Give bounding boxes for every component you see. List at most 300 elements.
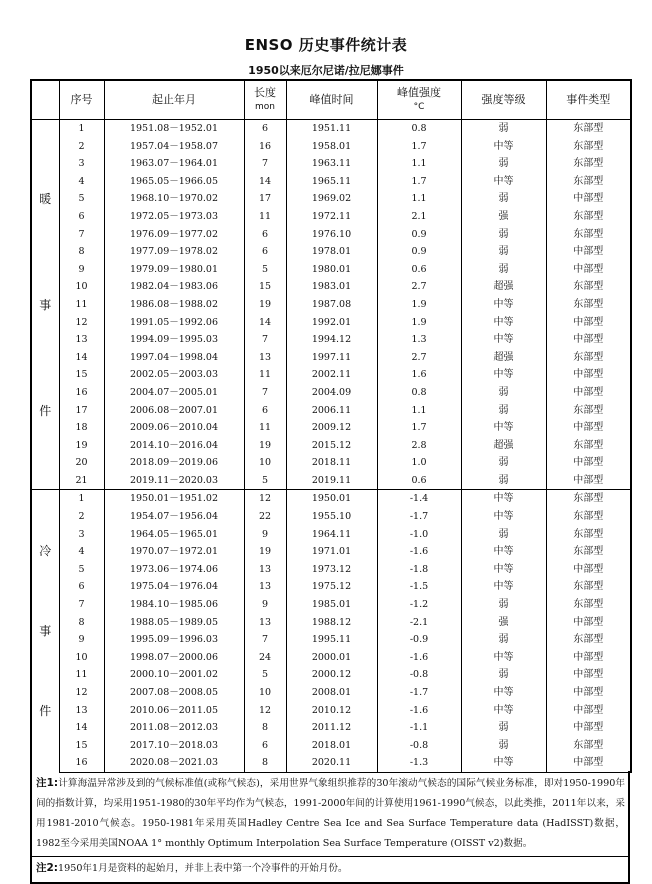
cell-length: 10 bbox=[244, 684, 286, 702]
cell-type: 东部型 bbox=[546, 120, 631, 138]
cell-seq: 6 bbox=[59, 208, 104, 226]
cell-period: 1991.05－1992.06 bbox=[104, 314, 244, 332]
cell-length: 16 bbox=[244, 138, 286, 156]
cell-period: 1954.07－1956.04 bbox=[104, 508, 244, 526]
group-label-char: 暖 bbox=[39, 191, 52, 206]
table-row bbox=[31, 508, 631, 526]
table-row bbox=[31, 208, 631, 226]
cell-intensity: 弱 bbox=[461, 226, 546, 244]
cell-type: 中部型 bbox=[546, 419, 631, 437]
cell-peak-value: 1.3 bbox=[377, 331, 461, 349]
cell-intensity: 中等 bbox=[461, 649, 546, 667]
cell-period: 2019.11－2020.03 bbox=[104, 472, 244, 490]
cell-peak-value: 0.6 bbox=[377, 472, 461, 490]
cell-peak-value: -1.6 bbox=[377, 649, 461, 667]
group-label-char: 件 bbox=[39, 403, 52, 418]
cell-length: 12 bbox=[244, 702, 286, 720]
cell-length: 5 bbox=[244, 261, 286, 279]
note-1-text: 计算海温异常涉及到的气候标准值(或称气候态)，采用世界气象组织推荐的30年滚动气候态的国际气候业务标准，即对1950-1990年间的指数计算，均采用1951-1980的30年平均作为气候态，1991-2000年间的计算使用1961-1990气候态，以此类推，2011年以来，采用1981-2010气候态。1950-1981年采用英国Hadley Centre Sea Ice and Sea Surface Temperature data (HadISST)数据，1982至今采用美国NOAA 1° monthly Optimum Interpolation Sea Surface Temperature (OISST v2)数据。 bbox=[36, 778, 626, 849]
cell-seq: 16 bbox=[59, 384, 104, 402]
cell-seq: 3 bbox=[59, 155, 104, 173]
cell-peak-value: -0.8 bbox=[377, 666, 461, 684]
table-row bbox=[31, 596, 631, 614]
cell-intensity: 中等 bbox=[461, 684, 546, 702]
table-row bbox=[31, 578, 631, 596]
table-row bbox=[31, 614, 631, 632]
table-row bbox=[31, 349, 631, 367]
cell-type: 东部型 bbox=[546, 138, 631, 156]
cell-period: 2002.05－2003.03 bbox=[104, 366, 244, 384]
cell-peak-time: 1987.08 bbox=[286, 296, 377, 314]
cell-type: 东部型 bbox=[546, 349, 631, 367]
cell-peak-time: 1975.12 bbox=[286, 578, 377, 596]
cell-period: 2006.08－2007.01 bbox=[104, 402, 244, 420]
cell-intensity: 弱 bbox=[461, 631, 546, 649]
cell-length: 8 bbox=[244, 719, 286, 737]
cell-peak-value: 1.9 bbox=[377, 314, 461, 332]
cell-seq: 11 bbox=[59, 296, 104, 314]
cell-intensity: 中等 bbox=[461, 490, 546, 508]
cell-length: 5 bbox=[244, 472, 286, 490]
header-length-unit: mon bbox=[255, 102, 275, 112]
table-row bbox=[31, 173, 631, 191]
cell-type: 中部型 bbox=[546, 649, 631, 667]
cell-period: 1997.04－1998.04 bbox=[104, 349, 244, 367]
cell-peak-value: 0.9 bbox=[377, 243, 461, 261]
table-row bbox=[31, 138, 631, 156]
table-row bbox=[31, 754, 631, 772]
table-row bbox=[31, 120, 631, 138]
cell-peak-time: 1978.01 bbox=[286, 243, 377, 261]
table-row bbox=[31, 543, 631, 561]
cell-period: 1950.01－1951.02 bbox=[104, 490, 244, 508]
table-row bbox=[31, 278, 631, 296]
cell-length: 24 bbox=[244, 649, 286, 667]
group-label bbox=[31, 120, 59, 490]
cell-peak-time: 1963.11 bbox=[286, 155, 377, 173]
cell-seq: 2 bbox=[59, 138, 104, 156]
cell-peak-time: 2004.09 bbox=[286, 384, 377, 402]
cell-peak-time: 1950.01 bbox=[286, 490, 377, 508]
header-type: 事件类型 bbox=[546, 80, 631, 120]
cell-seq: 13 bbox=[59, 331, 104, 349]
cell-peak-value: -1.8 bbox=[377, 561, 461, 579]
cell-peak-value: 2.7 bbox=[377, 349, 461, 367]
cell-intensity: 弱 bbox=[461, 454, 546, 472]
cell-length: 6 bbox=[244, 402, 286, 420]
cell-period: 1995.09－1996.03 bbox=[104, 631, 244, 649]
cell-length: 14 bbox=[244, 173, 286, 191]
cell-peak-value: 1.1 bbox=[377, 155, 461, 173]
cell-intensity: 弱 bbox=[461, 666, 546, 684]
cell-length: 17 bbox=[244, 190, 286, 208]
cell-intensity: 中等 bbox=[461, 366, 546, 384]
cell-period: 1976.09－1977.02 bbox=[104, 226, 244, 244]
cell-seq: 5 bbox=[59, 190, 104, 208]
cell-type: 中部型 bbox=[546, 243, 631, 261]
cell-peak-value: 0.6 bbox=[377, 261, 461, 279]
cell-type: 中部型 bbox=[546, 684, 631, 702]
cell-peak-time: 1983.01 bbox=[286, 278, 377, 296]
cell-intensity: 中等 bbox=[461, 314, 546, 332]
cell-peak-time: 1951.11 bbox=[286, 120, 377, 138]
cell-type: 东部型 bbox=[546, 631, 631, 649]
cell-length: 13 bbox=[244, 349, 286, 367]
cell-peak-time: 1995.11 bbox=[286, 631, 377, 649]
cell-length: 7 bbox=[244, 331, 286, 349]
cell-peak-time: 2002.11 bbox=[286, 366, 377, 384]
cell-peak-value: -2.1 bbox=[377, 614, 461, 632]
cell-length: 19 bbox=[244, 296, 286, 314]
cell-seq: 9 bbox=[59, 631, 104, 649]
cell-peak-time: 1955.10 bbox=[286, 508, 377, 526]
cell-seq: 7 bbox=[59, 226, 104, 244]
group-label-char: 事 bbox=[39, 624, 52, 639]
cell-peak-value: 0.9 bbox=[377, 226, 461, 244]
group-label-char: 事 bbox=[39, 297, 52, 312]
table-row bbox=[31, 437, 631, 455]
cell-intensity: 中等 bbox=[461, 561, 546, 579]
cell-type: 中部型 bbox=[546, 366, 631, 384]
cell-type: 中部型 bbox=[546, 702, 631, 720]
table-row bbox=[31, 331, 631, 349]
cell-type: 东部型 bbox=[546, 508, 631, 526]
cell-peak-value: -1.2 bbox=[377, 596, 461, 614]
cell-intensity: 强 bbox=[461, 614, 546, 632]
cell-type: 中部型 bbox=[546, 666, 631, 684]
cell-peak-time: 1976.10 bbox=[286, 226, 377, 244]
cell-length: 6 bbox=[244, 243, 286, 261]
cell-period: 2011.08－2012.03 bbox=[104, 719, 244, 737]
cell-seq: 16 bbox=[59, 754, 104, 772]
cell-period: 1984.10－1985.06 bbox=[104, 596, 244, 614]
cell-length: 8 bbox=[244, 754, 286, 772]
cell-period: 1957.04－1958.07 bbox=[104, 138, 244, 156]
cell-peak-value: 1.9 bbox=[377, 296, 461, 314]
cell-length: 9 bbox=[244, 526, 286, 544]
cell-length: 6 bbox=[244, 737, 286, 755]
cell-length: 6 bbox=[244, 120, 286, 138]
header-peak-time: 峰值时间 bbox=[286, 80, 377, 120]
cell-peak-value: -1.6 bbox=[377, 543, 461, 561]
cell-intensity: 中等 bbox=[461, 543, 546, 561]
cell-period: 2017.10－2018.03 bbox=[104, 737, 244, 755]
table-body bbox=[31, 120, 631, 773]
cell-type: 东部型 bbox=[546, 490, 631, 508]
cell-period: 2000.10－2001.02 bbox=[104, 666, 244, 684]
cell-peak-time: 2010.12 bbox=[286, 702, 377, 720]
table-header-row bbox=[31, 80, 631, 120]
cell-intensity: 中等 bbox=[461, 754, 546, 772]
cell-peak-value: -1.1 bbox=[377, 719, 461, 737]
cell-period: 1973.06－1974.06 bbox=[104, 561, 244, 579]
cell-peak-time: 1997.11 bbox=[286, 349, 377, 367]
cell-length: 19 bbox=[244, 543, 286, 561]
cell-peak-value: -0.9 bbox=[377, 631, 461, 649]
cell-intensity: 弱 bbox=[461, 719, 546, 737]
cell-peak-time: 1971.01 bbox=[286, 543, 377, 561]
cell-type: 东部型 bbox=[546, 596, 631, 614]
cell-peak-value: 1.7 bbox=[377, 419, 461, 437]
cell-seq: 2 bbox=[59, 508, 104, 526]
table-row bbox=[31, 454, 631, 472]
cell-intensity: 中等 bbox=[461, 578, 546, 596]
table-row bbox=[31, 472, 631, 490]
cell-peak-time: 1994.12 bbox=[286, 331, 377, 349]
table-row bbox=[31, 419, 631, 437]
cell-type: 东部型 bbox=[546, 173, 631, 191]
table-row bbox=[31, 737, 631, 755]
cell-length: 19 bbox=[244, 437, 286, 455]
cell-type: 东部型 bbox=[546, 296, 631, 314]
cell-peak-value: -1.5 bbox=[377, 578, 461, 596]
table-row bbox=[31, 366, 631, 384]
cell-intensity: 弱 bbox=[461, 155, 546, 173]
cell-length: 13 bbox=[244, 578, 286, 596]
cell-period: 2004.07－2005.01 bbox=[104, 384, 244, 402]
cell-peak-time: 1988.12 bbox=[286, 614, 377, 632]
cell-peak-value: -1.3 bbox=[377, 754, 461, 772]
cell-seq: 9 bbox=[59, 261, 104, 279]
cell-period: 1975.04－1976.04 bbox=[104, 578, 244, 596]
cell-seq: 14 bbox=[59, 349, 104, 367]
cell-peak-value: 2.1 bbox=[377, 208, 461, 226]
cell-seq: 15 bbox=[59, 366, 104, 384]
cell-seq: 10 bbox=[59, 649, 104, 667]
cell-seq: 8 bbox=[59, 614, 104, 632]
cell-peak-time: 2018.11 bbox=[286, 454, 377, 472]
cell-type: 中部型 bbox=[546, 331, 631, 349]
header-intensity: 强度等级 bbox=[461, 80, 546, 120]
cell-peak-time: 2000.12 bbox=[286, 666, 377, 684]
cell-period: 1968.10－1970.02 bbox=[104, 190, 244, 208]
cell-period: 2010.06－2011.05 bbox=[104, 702, 244, 720]
cell-length: 7 bbox=[244, 384, 286, 402]
cell-intensity: 中等 bbox=[461, 508, 546, 526]
table-row bbox=[31, 190, 631, 208]
cell-peak-time: 2009.12 bbox=[286, 419, 377, 437]
cell-peak-time: 1992.01 bbox=[286, 314, 377, 332]
cell-period: 2018.09－2019.06 bbox=[104, 454, 244, 472]
table-row bbox=[31, 702, 631, 720]
table-row bbox=[31, 155, 631, 173]
cell-intensity: 弱 bbox=[461, 120, 546, 138]
cell-type: 东部型 bbox=[546, 578, 631, 596]
cell-seq: 12 bbox=[59, 314, 104, 332]
cell-intensity: 弱 bbox=[461, 261, 546, 279]
cell-peak-time: 1965.11 bbox=[286, 173, 377, 191]
cell-period: 1972.05－1973.03 bbox=[104, 208, 244, 226]
cell-type: 中部型 bbox=[546, 384, 631, 402]
header-peak-value-label: 峰值强度 bbox=[397, 86, 441, 99]
enso-events-table bbox=[30, 79, 632, 773]
table-row bbox=[31, 402, 631, 420]
cell-period: 1963.07－1964.01 bbox=[104, 155, 244, 173]
header-seq: 序号 bbox=[59, 80, 104, 120]
cell-seq: 11 bbox=[59, 666, 104, 684]
cell-intensity: 弱 bbox=[461, 526, 546, 544]
cell-peak-time: 1980.01 bbox=[286, 261, 377, 279]
cell-length: 22 bbox=[244, 508, 286, 526]
cell-length: 11 bbox=[244, 366, 286, 384]
cell-length: 7 bbox=[244, 155, 286, 173]
cell-intensity: 中等 bbox=[461, 702, 546, 720]
cell-intensity: 弱 bbox=[461, 596, 546, 614]
cell-period: 1988.05－1989.05 bbox=[104, 614, 244, 632]
header-period: 起止年月 bbox=[104, 80, 244, 120]
cell-seq: 7 bbox=[59, 596, 104, 614]
cell-seq: 12 bbox=[59, 684, 104, 702]
cell-length: 14 bbox=[244, 314, 286, 332]
cell-seq: 6 bbox=[59, 578, 104, 596]
cell-peak-value: -1.7 bbox=[377, 684, 461, 702]
cell-peak-value: -0.8 bbox=[377, 737, 461, 755]
cell-length: 7 bbox=[244, 631, 286, 649]
cell-peak-value: 1.6 bbox=[377, 366, 461, 384]
cell-seq: 5 bbox=[59, 561, 104, 579]
cell-seq: 3 bbox=[59, 526, 104, 544]
cell-intensity: 弱 bbox=[461, 402, 546, 420]
cell-peak-time: 2018.01 bbox=[286, 737, 377, 755]
cell-seq: 1 bbox=[59, 490, 104, 508]
cell-intensity: 弱 bbox=[461, 737, 546, 755]
cell-peak-time: 1969.02 bbox=[286, 190, 377, 208]
table-row bbox=[31, 226, 631, 244]
cell-intensity: 弱 bbox=[461, 384, 546, 402]
cell-peak-time: 1958.01 bbox=[286, 138, 377, 156]
cell-seq: 1 bbox=[59, 120, 104, 138]
cell-peak-value: -1.7 bbox=[377, 508, 461, 526]
cell-period: 1998.07－2000.06 bbox=[104, 649, 244, 667]
cell-type: 中部型 bbox=[546, 614, 631, 632]
cell-type: 东部型 bbox=[546, 155, 631, 173]
header-length bbox=[244, 80, 286, 120]
cell-type: 东部型 bbox=[546, 543, 631, 561]
cell-type: 中部型 bbox=[546, 261, 631, 279]
table-row bbox=[31, 631, 631, 649]
cell-period: 1979.09－1980.01 bbox=[104, 261, 244, 279]
cell-seq: 15 bbox=[59, 737, 104, 755]
note-2 bbox=[32, 856, 628, 879]
cell-type: 中部型 bbox=[546, 561, 631, 579]
cell-peak-time: 1985.01 bbox=[286, 596, 377, 614]
cell-peak-time: 2019.11 bbox=[286, 472, 377, 490]
cell-seq: 20 bbox=[59, 454, 104, 472]
cell-seq: 10 bbox=[59, 278, 104, 296]
table-row bbox=[31, 296, 631, 314]
cell-length: 5 bbox=[244, 666, 286, 684]
cell-peak-value: -1.4 bbox=[377, 490, 461, 508]
cell-intensity: 中等 bbox=[461, 331, 546, 349]
cell-peak-value: -1.6 bbox=[377, 702, 461, 720]
cell-type: 中部型 bbox=[546, 190, 631, 208]
cell-seq: 4 bbox=[59, 543, 104, 561]
cell-type: 中部型 bbox=[546, 314, 631, 332]
header-peak-value-unit: °C bbox=[413, 102, 425, 112]
cell-intensity: 强 bbox=[461, 208, 546, 226]
group-label bbox=[31, 490, 59, 773]
cell-peak-time: 2011.12 bbox=[286, 719, 377, 737]
table-row bbox=[31, 526, 631, 544]
cell-peak-value: 2.8 bbox=[377, 437, 461, 455]
cell-period: 2007.08－2008.05 bbox=[104, 684, 244, 702]
cell-length: 6 bbox=[244, 226, 286, 244]
table-row bbox=[31, 243, 631, 261]
table-row bbox=[31, 490, 631, 508]
cell-intensity: 弱 bbox=[461, 243, 546, 261]
cell-seq: 18 bbox=[59, 419, 104, 437]
table-row bbox=[31, 684, 631, 702]
cell-type: 东部型 bbox=[546, 208, 631, 226]
cell-period: 1994.09－1995.03 bbox=[104, 331, 244, 349]
table-row bbox=[31, 666, 631, 684]
table-row bbox=[31, 261, 631, 279]
cell-type: 东部型 bbox=[546, 526, 631, 544]
cell-type: 东部型 bbox=[546, 402, 631, 420]
cell-intensity: 弱 bbox=[461, 472, 546, 490]
cell-peak-value: 1.1 bbox=[377, 402, 461, 420]
note-1-label: 注1: bbox=[36, 777, 59, 789]
cell-peak-value: 0.8 bbox=[377, 384, 461, 402]
page-title: ENSO 历史事件统计表 bbox=[244, 36, 408, 54]
cell-intensity: 超强 bbox=[461, 349, 546, 367]
cell-period: 2009.06－2010.04 bbox=[104, 419, 244, 437]
cell-period: 2020.08－2021.03 bbox=[104, 754, 244, 772]
cell-peak-time: 2015.12 bbox=[286, 437, 377, 455]
cell-length: 9 bbox=[244, 596, 286, 614]
cell-peak-time: 2008.01 bbox=[286, 684, 377, 702]
cell-intensity: 中等 bbox=[461, 138, 546, 156]
cell-seq: 14 bbox=[59, 719, 104, 737]
cell-seq: 19 bbox=[59, 437, 104, 455]
cell-type: 中部型 bbox=[546, 454, 631, 472]
cell-period: 1964.05－1965.01 bbox=[104, 526, 244, 544]
cell-peak-value: 1.1 bbox=[377, 190, 461, 208]
cell-peak-time: 1964.11 bbox=[286, 526, 377, 544]
cell-type: 东部型 bbox=[546, 226, 631, 244]
header-group bbox=[31, 80, 59, 120]
notes-box bbox=[30, 771, 630, 884]
cell-type: 东部型 bbox=[546, 737, 631, 755]
cell-peak-time: 2006.11 bbox=[286, 402, 377, 420]
cell-length: 12 bbox=[244, 490, 286, 508]
cell-peak-value: 1.7 bbox=[377, 173, 461, 191]
table-subtitle: 1950以来厄尔尼诺/拉尼娜事件 bbox=[248, 64, 404, 77]
cell-period: 1986.08－1988.02 bbox=[104, 296, 244, 314]
cell-type: 东部型 bbox=[546, 278, 631, 296]
cell-period: 1965.05－1966.05 bbox=[104, 173, 244, 191]
cell-intensity: 中等 bbox=[461, 296, 546, 314]
cell-intensity: 超强 bbox=[461, 278, 546, 296]
note-1 bbox=[36, 773, 625, 854]
cell-length: 15 bbox=[244, 278, 286, 296]
group-label-char: 冷 bbox=[39, 544, 52, 559]
cell-intensity: 中等 bbox=[461, 173, 546, 191]
cell-seq: 17 bbox=[59, 402, 104, 420]
cell-period: 2014.10－2016.04 bbox=[104, 437, 244, 455]
cell-intensity: 中等 bbox=[461, 419, 546, 437]
cell-peak-value: -1.0 bbox=[377, 526, 461, 544]
cell-peak-value: 0.8 bbox=[377, 120, 461, 138]
cell-period: 1982.04－1983.06 bbox=[104, 278, 244, 296]
header-peak-value bbox=[377, 80, 461, 120]
table-row bbox=[31, 561, 631, 579]
group-label-char: 件 bbox=[39, 704, 52, 719]
cell-intensity: 弱 bbox=[461, 190, 546, 208]
cell-peak-time: 1973.12 bbox=[286, 561, 377, 579]
cell-peak-time: 2020.11 bbox=[286, 754, 377, 772]
table-row bbox=[31, 384, 631, 402]
